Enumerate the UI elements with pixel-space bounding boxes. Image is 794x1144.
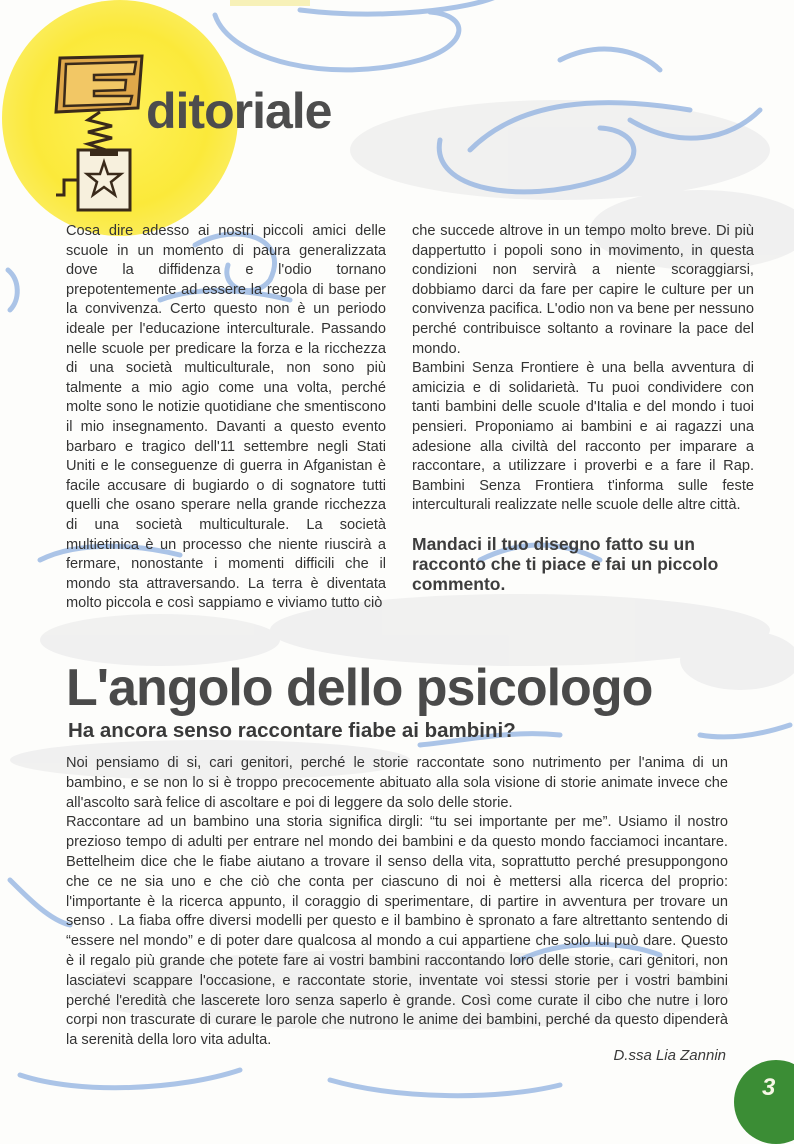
editorial-right-column bbox=[412, 222, 754, 594]
psychologist-section-subtitle: Ha ancora senso raccontare fiabe ai bambini? bbox=[68, 719, 516, 742]
psychologist-section-title: L'angolo dello psicologo bbox=[66, 659, 653, 717]
psychologist-paragraph-2: Raccontare ad un bambino una storia significa dirgli: “tu sei importante per me”. Usiamo il nostro prezioso tempo di adulti per entrare nel mondo dei bambini e da questo mondo facciamoci incantare. Bettelheim dice che le fiabe aiutano a trovare il senso della vita, soprattutto perché presuppongono che ce ne sia uno e che ciò che conta per ciascuno di noi è mettersi alla ricerca del proprio: l'importante è la ricerca appunto, il coraggio di sperimentare, di partire in avventura per trovare un senso . La fiaba offre diversi modelli per questo e il bambino è spronato a fare altrettanto sentendo di “essere nel mondo” e di poter dare qualcosa al mondo a cui appartiene che solo lui può dare. Questo è il regalo più grande che potete fare ai vostri bambini raccontando loro delle storie, cari genitori, non lasciatevi scappare l'occasione, e raccontate storie, inventate voi stessi storie per i vostri bambini perché l'eredità che lascerete loro senza saperlo è grande. Così come curate il cibo che nutre i loro corpi non trascurate di curare le parole che nutrono le anime dei bambini, perché da questo dipenderà la serenità della loro vita adulta. bbox=[66, 814, 728, 1049]
editorial-title: ditoriale bbox=[146, 83, 332, 139]
editorial-right-paragraph-1: che succede altrove in un tempo molto breve. Di più dappertutto i popoli sono in movimento, in questa condizioni non servirà a niente scoraggiarsi, dobbiamo darci da fare per capire le culture per un convivenza pacifica. L'odio non va bene per nessuno perché contribuisce soltanto a rovinare la pace del mondo. bbox=[412, 223, 754, 357]
editorial-logo-icon bbox=[50, 50, 150, 220]
editorial-left-column bbox=[66, 222, 386, 614]
call-to-action: Mandaci il tuo disegno fatto su un racconto che ti piace e fai un piccolo commento. bbox=[412, 533, 719, 594]
editorial-right-paragraph-2: Bambini Senza Frontiere è una bella avventura di amicizia e di solidarietà. Tu puoi condividere con tanti bambini delle scuole d'Italia e del mondo i tuoi pensieri. Proponiamo ai bambini e ai ragazzi una adesione alla civiltà del racconto per imparare a raccontare, a utilizzare i proverbi e a fare il Rap. Bambini Senza Frontiera t'informa sulle feste interculturali realizzate nelle scuole delle altre città. bbox=[412, 360, 754, 514]
page-number: 3 bbox=[762, 1074, 776, 1101]
editorial-left-paragraph: Cosa dire adesso ai nostri piccoli amici delle scuole in un momento di paura generalizzata dove la diffidenza e l'odio tornano prepotentemente ad essere la regola di base per la convivenza. Certo questo non è un periodo ideale per l'educazione interculturale. Passando nelle scuole per predicare la forza e la ricchezza di una società multiculturale, non sono più talmente a mio agio come una volta, perché molte sono le notizie quotidiane che smentiscono il mio insegnamento. Davanti a questo evento barbaro e tragico dell'11 settembre negli Stati Uniti e le conseguenze di guerra in Afganistan è facile accusare di bugiardo o di sognatore tutti quelli che osano sperare nella grande ricchezza di una società multiculturale. La società multietinica è un processo che niente riuscirà a fermare, nonostante i momenti difficili che il mondo sta attraversando. La terra è diventata molto piccola e così sappiamo e viviamo tutto ciò bbox=[66, 223, 386, 612]
psychologist-paragraph-1: Noi pensiamo di si, cari genitori, perché le storie raccontate sono nutrimento per l'anima di un bambino, e se non lo si è troppo precocemente abituato alla sola visione di storie animate invece che all'ascolto sarà felice di ascoltare e poi di leggere da solo delle storie. bbox=[66, 755, 728, 811]
psychologist-article-body bbox=[66, 754, 728, 1051]
author-signature: D.ssa Lia Zannin bbox=[613, 1047, 726, 1064]
